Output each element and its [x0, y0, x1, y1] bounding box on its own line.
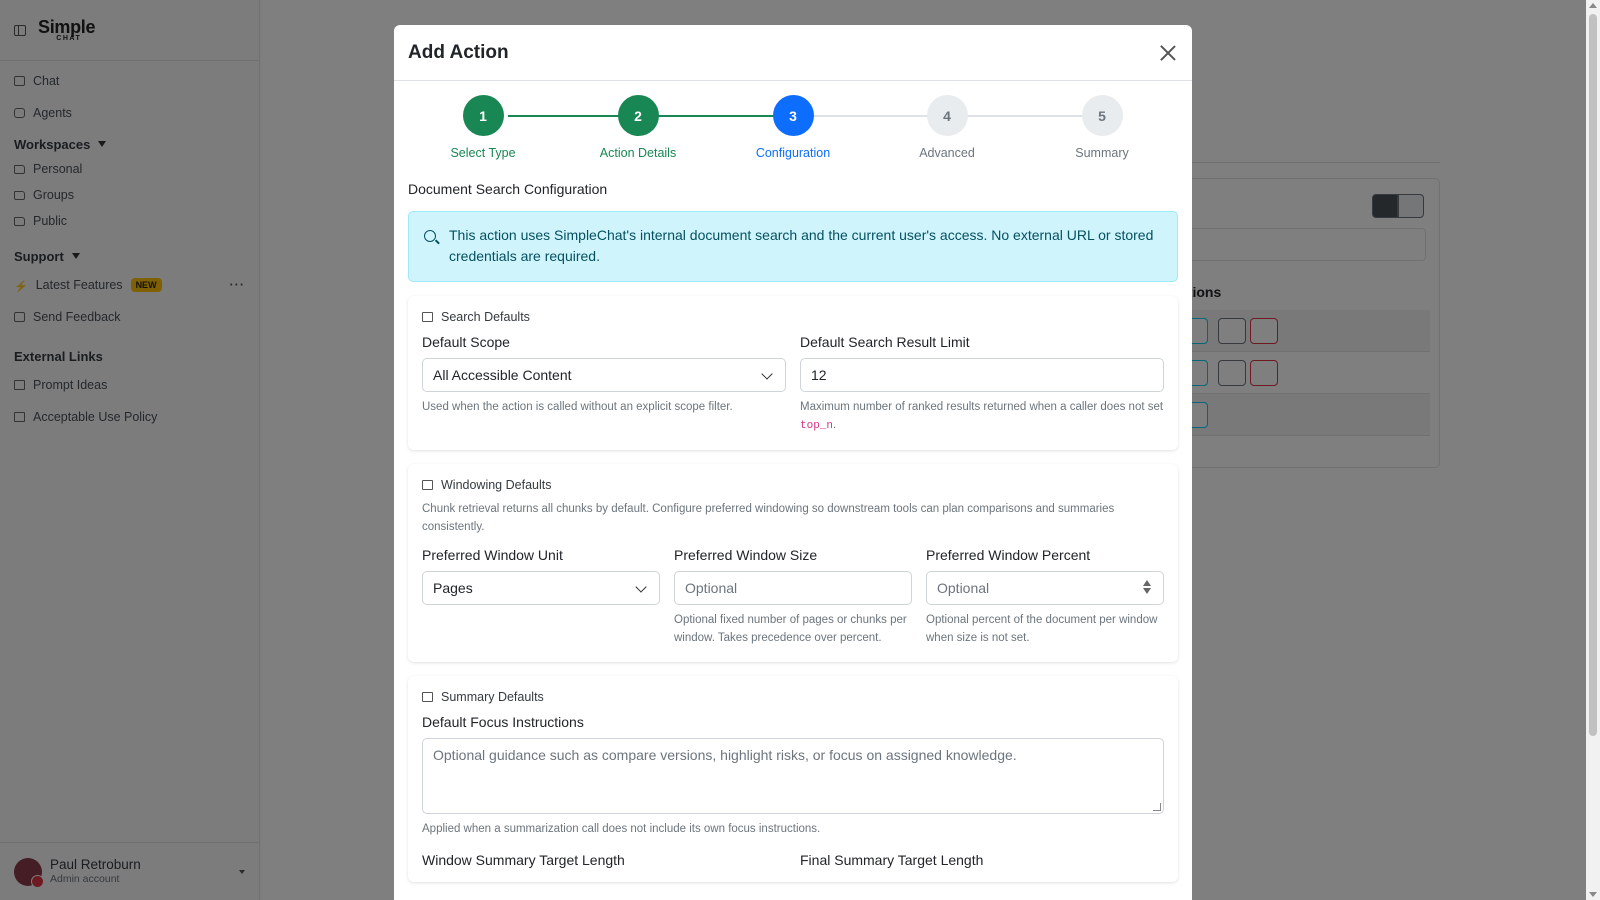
- scrollbar[interactable]: [1586, 0, 1600, 900]
- close-button[interactable]: [1158, 43, 1178, 63]
- window-size-help: Optional fixed number of pages or chunks per window. Takes precedence over percent.: [674, 613, 907, 645]
- modal-header: [394, 25, 1192, 81]
- windowing-defaults-card: [408, 464, 1178, 662]
- window-unit-label: Preferred Window Unit: [422, 546, 563, 563]
- default-scope-label: Default Scope: [422, 334, 510, 350]
- scroll-down-icon[interactable]: [1589, 892, 1597, 897]
- search-icon: [424, 230, 436, 242]
- summary-defaults-card: [408, 676, 1178, 882]
- step-advanced[interactable]: 4 Advanced: [872, 95, 1022, 160]
- modal-body: [394, 181, 1192, 882]
- search-defaults-card: [408, 296, 1178, 450]
- window-percent-label: Preferred Window Percent: [926, 546, 1091, 563]
- book-icon: [422, 480, 433, 490]
- wizard-stepper: [408, 81, 1178, 177]
- window-unit-select[interactable]: Pages: [422, 571, 660, 605]
- step-select-type[interactable]: 1 Select Type: [408, 95, 558, 160]
- card-header: Search Defaults: [422, 310, 1164, 324]
- scroll-up-icon[interactable]: [1589, 3, 1597, 8]
- number-spinner-icon[interactable]: [1143, 580, 1151, 594]
- windowing-description: Chunk retrieval returns all chunks by default. Configure preferred windowing so downstream tools can plan comparisons and summaries consistently.: [422, 502, 1115, 534]
- default-scope-help: Used when the action is called without an explicit scope filter.: [422, 401, 733, 413]
- chevron-down-icon: [761, 368, 772, 379]
- window-percent-help: Optional percent of the document per window when size is not set.: [926, 613, 1158, 645]
- window-size-input[interactable]: Optional: [674, 571, 912, 605]
- add-action-modal: [394, 25, 1192, 900]
- step-summary[interactable]: 5 Summary: [1027, 95, 1177, 160]
- result-limit-label: Default Search Result Limit: [800, 334, 970, 350]
- step-action-details[interactable]: 2 Action Details: [563, 95, 713, 160]
- card-header: Windowing Defaults: [422, 478, 1164, 492]
- default-scope-select[interactable]: All Accessible Content: [422, 358, 786, 392]
- result-limit-help: Maximum number of ranked results returned when a caller does not set top_n.: [800, 401, 1164, 433]
- scrollbar-thumb[interactable]: [1589, 14, 1597, 736]
- result-limit-input[interactable]: 12: [800, 358, 1164, 392]
- card-text-icon: [422, 692, 433, 702]
- focus-instructions-help: Applied when a summarization call does not include its own focus instructions.: [422, 822, 821, 835]
- sliders-icon: [422, 312, 433, 322]
- focus-instructions-label: Default Focus Instructions: [422, 713, 584, 730]
- focus-instructions-textarea[interactable]: Optional guidance such as compare versions, highlight risks, or focus on assigned knowledge.: [422, 738, 1164, 814]
- modal-title: Add Action: [408, 41, 509, 63]
- step-configuration[interactable]: 3 Configuration: [718, 95, 868, 160]
- final-summary-target-label: Final Summary Target Length: [800, 851, 984, 868]
- window-size-label: Preferred Window Size: [674, 546, 818, 563]
- window-percent-input[interactable]: Optional: [926, 571, 1164, 605]
- window-summary-target-label: Window Summary Target Length: [422, 851, 625, 868]
- section-title: Document Search Configuration: [408, 181, 608, 197]
- chevron-down-icon: [635, 581, 646, 592]
- info-alert: This action uses SimpleChat's internal document search and the current user's access. No external URL or stored credentials are required.: [408, 211, 1178, 282]
- card-header: Summary Defaults: [422, 690, 1164, 704]
- top-n-code: top_n: [800, 420, 834, 433]
